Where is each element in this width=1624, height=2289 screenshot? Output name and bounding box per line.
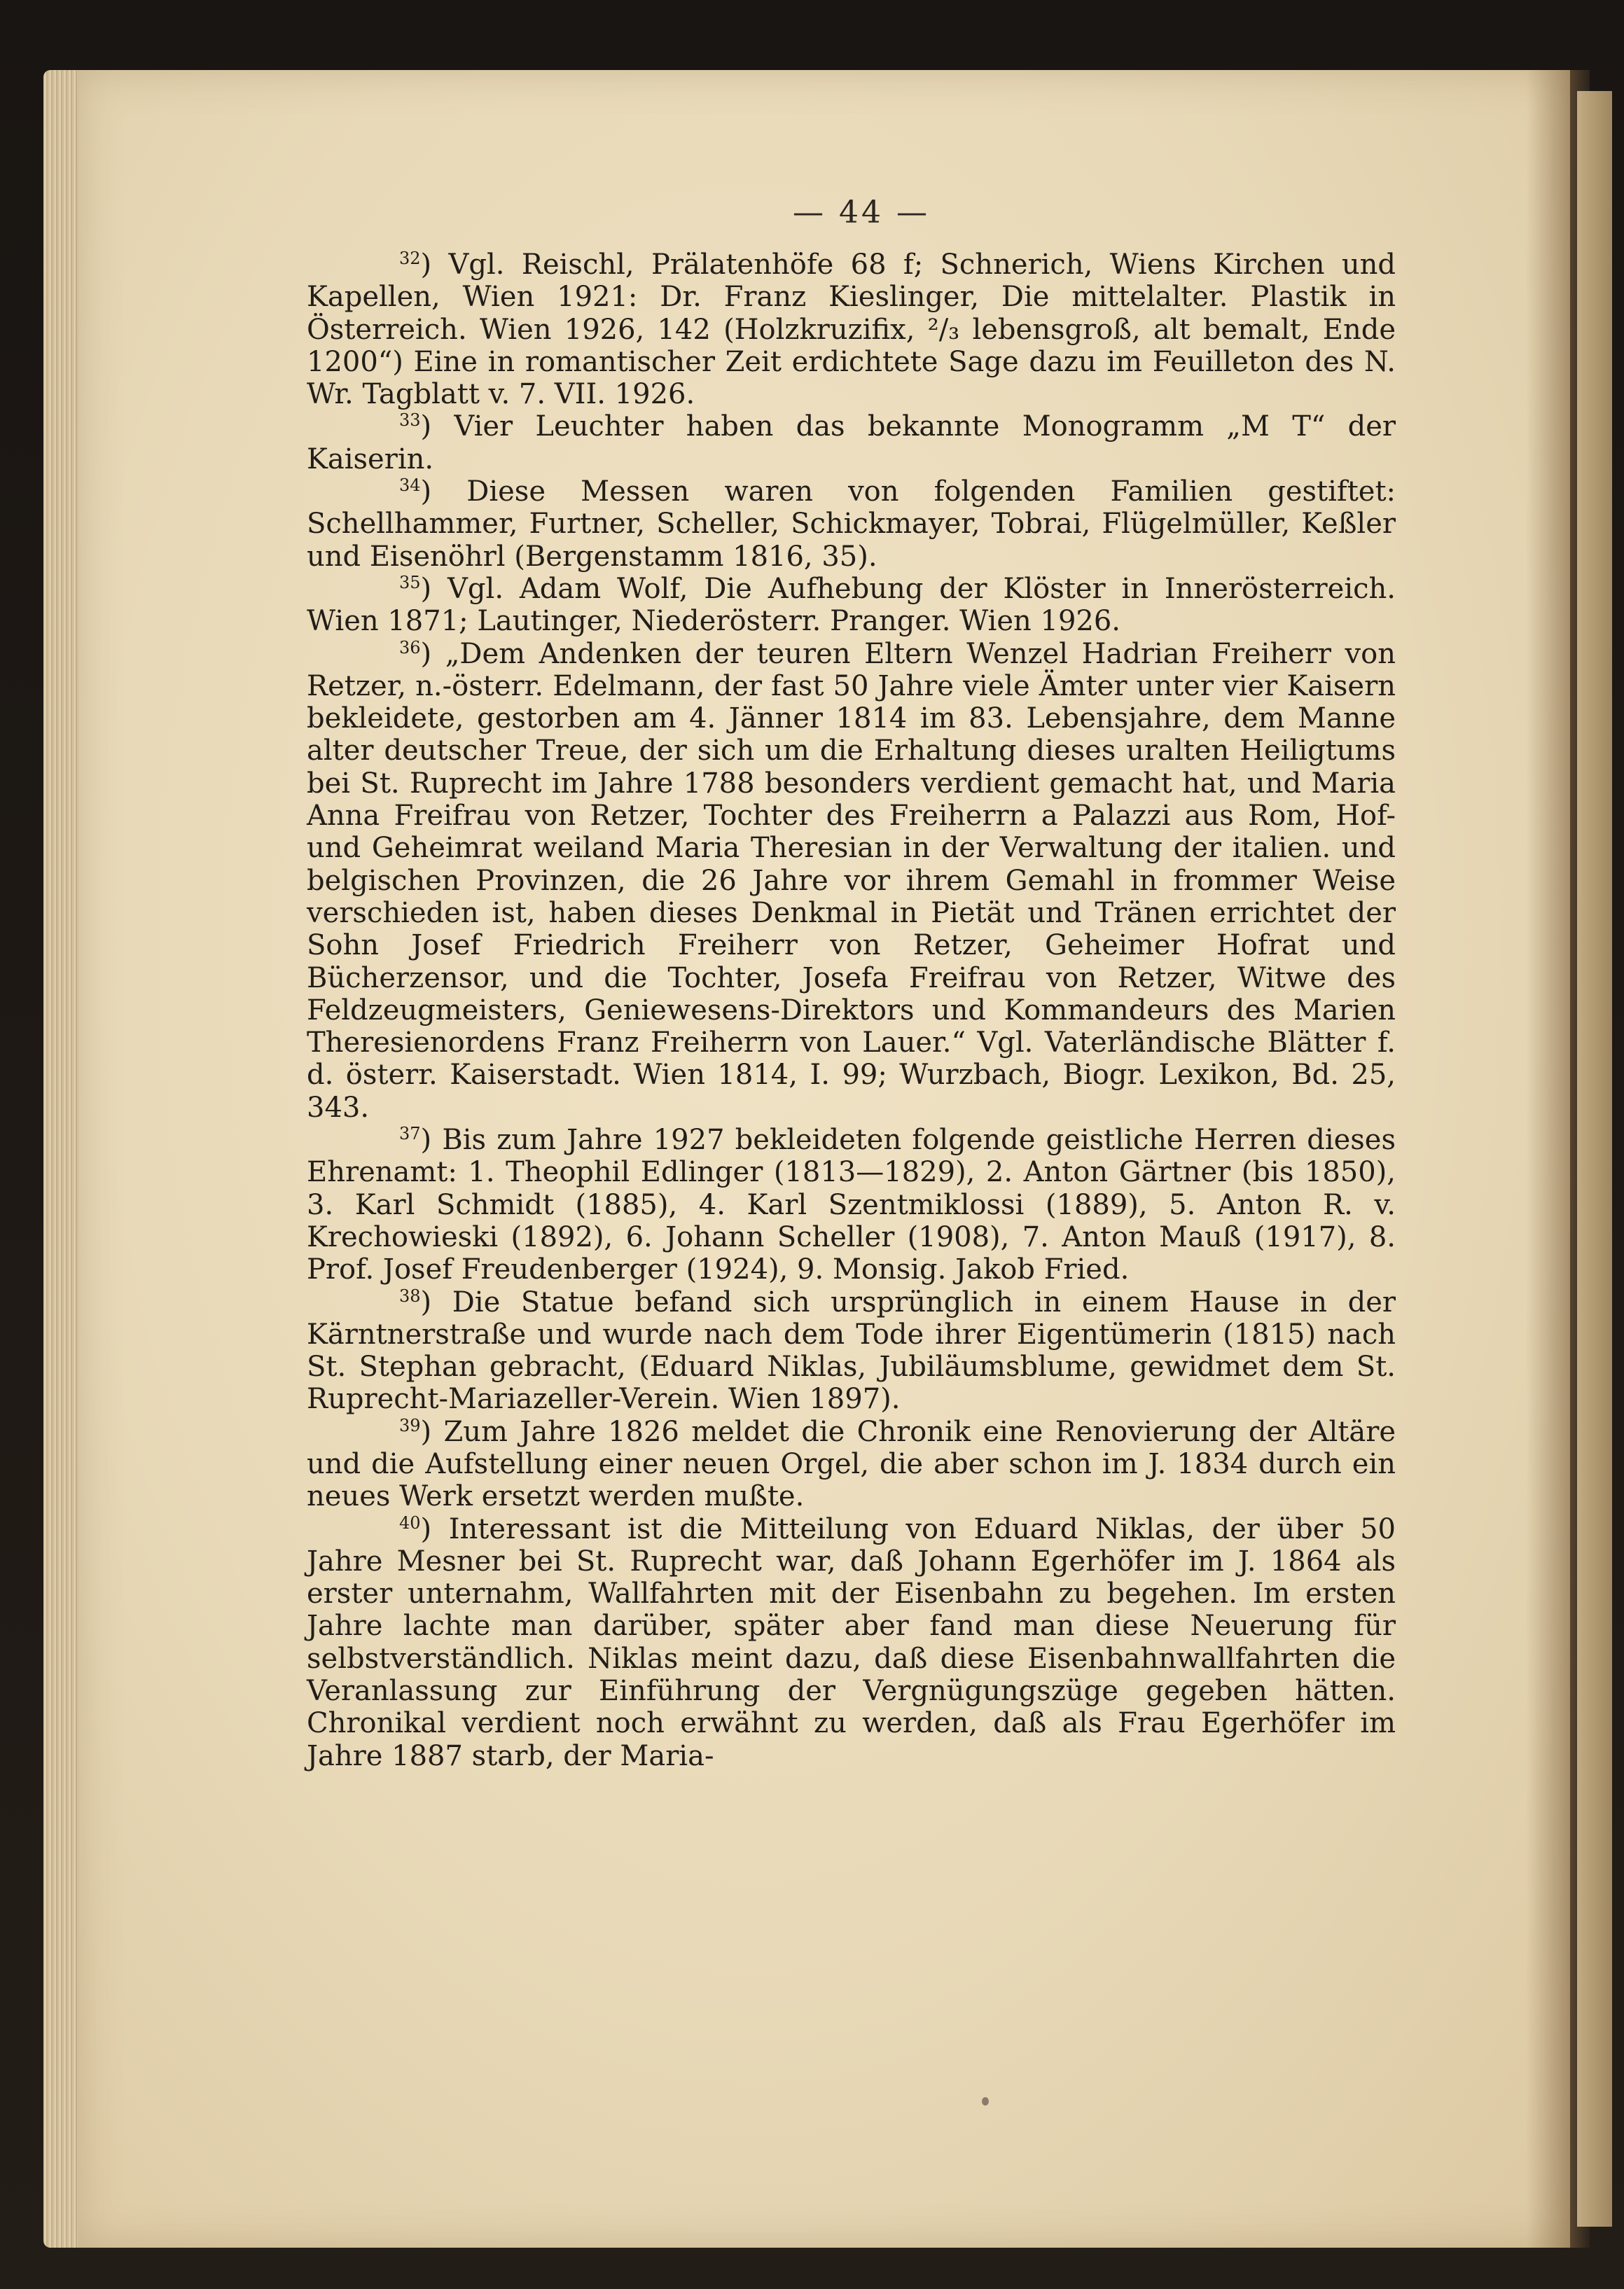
footnote-text: Bis zum Jahre 1927 bekleideten folgende geistliche Herren dieses Ehrenamt: 1. Theophil Edlinger (1813—1829), 2. Anton Gärtner (bis 1850), 3. Karl Schmidt (1885), 4. Karl Szentmiklossi (1889), 5. Anton R. v. Krechowieski (1892), 6. Johann Scheller (1908), 7. Anton Mauß (1917), 8. Prof. Josef Freudenberger (1924), 9. Monsig. Jakob Fried. <box>307 1124 1396 1286</box>
footnote-text: Interessant ist die Mitteilung von Eduard Niklas, der über 50 Jahre Mesner bei St. Ruprecht war, daß Johann Egerhöfer im J. 1864 als erster unternahm, Wallfahrten mit der Eisenbahn zu begehen. Im ersten Jahre lachte man darüber, später aber fand man diese Neuerung für selbstverständlich. Niklas meint dazu, daß diese Eisenbahnwallfahrten die Veranlassung zur Einführung der Vergnügungszüge gegeben hätten. Chronikal verdient noch erwähnt zu werden, daß als Frau Egerhöfer im Jahre 1887 starb, der Maria- <box>307 1512 1396 1772</box>
page-number: — 44 — <box>793 195 930 230</box>
footnote-37: $^{37}$) Bis zum Jahre 1927 bekleideten folgende geistliche Herren dieses Ehrenamt: 1. Theophil Edlinger (1813—1829), 2. Anton Gärtner (bis 1850), 3. Karl Schmidt (1885), 4. Karl Szentmiklossi (1889), 5. Anton R. v. Krechowieski (1892), 6. Johann Scheller (1908), 7. Anton Mauß (1917), 8. Prof. Josef Freudenberger (1924), 9. Monsig. Jakob Fried. <box>307 1124 1396 1286</box>
footnote-38: $^{38}$) Die Statue befand sich ursprünglich in einem Hause in der Kärntnerstraße und wurde nach dem Tode ihrer Eigentümerin (1815) nach St. Stephan gebracht, (Eduard Niklas, Jubiläumsblume, gewidmet dem St. Ruprecht-Mariazeller-Verein. Wien 1897). <box>307 1286 1396 1416</box>
footnote-text: Vgl. Reischl, Prälatenhöfe 68 f; Schnerich, Wiens Kirchen und Kapellen, Wien 1921: Dr. Franz Kieslinger, Die mittelalter. Plastik in Österreich. Wien 1926, 142 (Holzkruzifix, ²/₃ lebensgroß, alt bemalt, Ende 1200“) Eine in romantischer Zeit erdichtete Sage dazu im Feuilleton des N. Wr. Tagblatt v. 7. VII. 1926. <box>307 249 1396 411</box>
footnote-marker: 36 <box>399 637 421 658</box>
facing-page-edge <box>1577 91 1612 2227</box>
footnote-marker: 34 <box>399 475 421 496</box>
footnote-33: $^{33}$) Vier Leuchter haben das bekannte Monogramm „M T“ der Kaiserin. <box>307 410 1396 475</box>
footnote-39: $^{39}$) Zum Jahre 1826 meldet die Chronik eine Renovierung der Altäre und die Aufstellung einer neuen Orgel, die aber schon im J. 1834 durch ein neues Werk ersetzt werden mußte. <box>307 1415 1396 1513</box>
footnote-marker: 35 <box>399 572 421 592</box>
footnote-32: $^{32}$) Vgl. Reischl, Prälatenhöfe 68 f; Schnerich, Wiens Kirchen und Kapellen, Wien 1921: Dr. Franz Kieslinger, Die mittelalter. Plastik in Österreich. Wien 1926, 142 (Holzkruzifix, ²/₃ lebensgroß, alt bemalt, Ende 1200“) Eine in romantischer Zeit erdichtete Sage dazu im Feuilleton des N. Wr. Tagblatt v. 7. VII. 1926. <box>307 249 1396 411</box>
footnote-marker: 37 <box>399 1124 421 1144</box>
footnote-40: $^{40}$) Interessant ist die Mitteilung von Eduard Niklas, der über 50 Jahre Mesner bei St. Ruprecht war, daß Johann Egerhöfer im J. 1864 als erster unternahm, Wallfahrten mit der Eisenbahn zu begehen. Im ersten Jahre lachte man darüber, später aber fand man diese Neuerung für selbstverständlich. Niklas meint dazu, daß diese Eisenbahnwallfahrten die Veranlassung zur Einführung der Vergnügungszüge gegeben hätten. Chronikal verdient noch erwähnt zu werden, daß als Frau Egerhöfer im Jahre 1887 starb, der Maria- <box>307 1512 1396 1772</box>
footnote-36: $^{36}$) „Dem Andenken der teuren Eltern Wenzel Hadrian Freiherr von Retzer, n.-österr. Edelmann, der fast 50 Jahre viele Ämter unter vier Kaisern bekleidete, gestorben am 4. Jänner 1814 im 83. Lebensjahre, dem Manne alter deutscher Treue, der sich um die Erhaltung dieses uralten Heiligtums bei St. Ruprecht im Jahre 1788 besonders verdient gemacht hat, und Maria Anna Freifrau von Retzer, Tochter des Freiherrn a Palazzi aus Rom, Hof- und Geheimrat weiland Maria Theresian in der Verwaltung der italien. und belgischen Provinzen, die 26 Jahre vor ihrem Gemahl in frommer Weise verschieden ist, haben dieses Denkmal in Pietät und Tränen errichtet der Sohn Josef Friedrich Freiherr von Retzer, Geheimer Hofrat und Bücherzensor, und die Tochter, Josefa Freifrau von Retzer, Witwe des Feldzeugmeisters, Geniewesens-Direktors und Kommandeurs des Marien Theresienordens Franz Freiherrn von Lauer.“ Vgl. Vaterländische Blätter f. d. österr. Kaiserstadt. Wien 1814, I. 99; Wurzbach, Biogr. Lexikon, Bd. 25, 343. <box>307 637 1396 1124</box>
footnote-marker: 40 <box>399 1512 421 1533</box>
footnote-text: „Dem Andenken der teuren Eltern Wenzel Hadrian Freiherr von Retzer, n.-österr. Edelmann, der fast 50 Jahre viele Ämter unter vier Kaisern bekleidete, gestorben am 4. Jänner 1814 im 83. Lebensjahre, dem Manne alter deutscher Treue, der sich um die Erhaltung dieses uralten Heiligtums bei St. Ruprecht im Jahre 1788 besonders verdient gemacht hat, und Maria Anna Freifrau von Retzer, Tochter des Freiherrn a Palazzi aus Rom, Hof- und Geheimrat weiland Maria Theresian in der Verwaltung der italien. und belgischen Provinzen, die 26 Jahre vor ihrem Gemahl in frommer Weise verschieden ist, haben dieses Denkmal in Pietät und Tränen errichtet der Sohn Josef Friedrich Freiherr von Retzer, Geheimer Hofrat und Bücherzensor, und die Tochter, Josefa Freifrau von Retzer, Witwe des Feldzeugmeisters, Geniewesens-Direktors und Kommandeurs des Marien Theresienordens Franz Freiherrn von Lauer.“ Vgl. Vaterländische Blätter f. d. österr. Kaiserstadt. Wien 1814, I. 99; Wurzbach, Biogr. Lexikon, Bd. 25, 343. <box>307 637 1396 1124</box>
footnotes <box>307 249 1396 1772</box>
footnote-text: Vier Leuchter haben das bekannte Monogramm „M T“ der Kaiserin. <box>307 410 1396 475</box>
footnote-text: Die Statue befand sich ursprünglich in einem Hause in der Kärntnerstraße und wurde nach dem Tode ihrer Eigentümerin (1815) nach St. Stephan gebracht, (Eduard Niklas, Jubiläumsblume, gewidmet dem St. Ruprecht-Mariazeller-Verein. Wien 1897). <box>307 1286 1396 1416</box>
footnote-marker: 32 <box>399 249 421 268</box>
footnote-34: $^{34}$) Diese Messen waren von folgenden Familien gestiftet: Schellhammer, Furtner, Scheller, Schickmayer, Tobrai, Flügelmüller, Keßler und Eisenöhrl (Bergenstamm 1816, 35). <box>307 475 1396 573</box>
footnote-text: Diese Messen waren von folgenden Familien gestiftet: Schellhammer, Furtner, Scheller, Schickmayer, Tobrai, Flügelmüller, Keßler und Eisenöhrl (Bergenstamm 1816, 35). <box>307 475 1396 573</box>
footnote-text: Vgl. Adam Wolf, Die Aufhebung der Klöster in Innerösterreich. Wien 1871; Lautinger, Niederösterr. Pranger. Wien 1926. <box>307 572 1396 638</box>
paper-spot <box>982 2097 989 2106</box>
footnote-35: $^{35}$) Vgl. Adam Wolf, Die Aufhebung der Klöster in Innerösterreich. Wien 1871; Lautinger, Niederösterr. Pranger. Wien 1926. <box>307 572 1396 638</box>
footnote-marker: 39 <box>399 1415 421 1435</box>
footnote-marker: 33 <box>399 410 421 431</box>
footnote-marker: 38 <box>399 1286 421 1306</box>
footnote-text: Zum Jahre 1826 meldet die Chronik eine Renovierung der Altäre und die Aufstellung einer neuen Orgel, die aber schon im J. 1834 durch ein neues Werk ersetzt werden mußte. <box>307 1415 1396 1513</box>
